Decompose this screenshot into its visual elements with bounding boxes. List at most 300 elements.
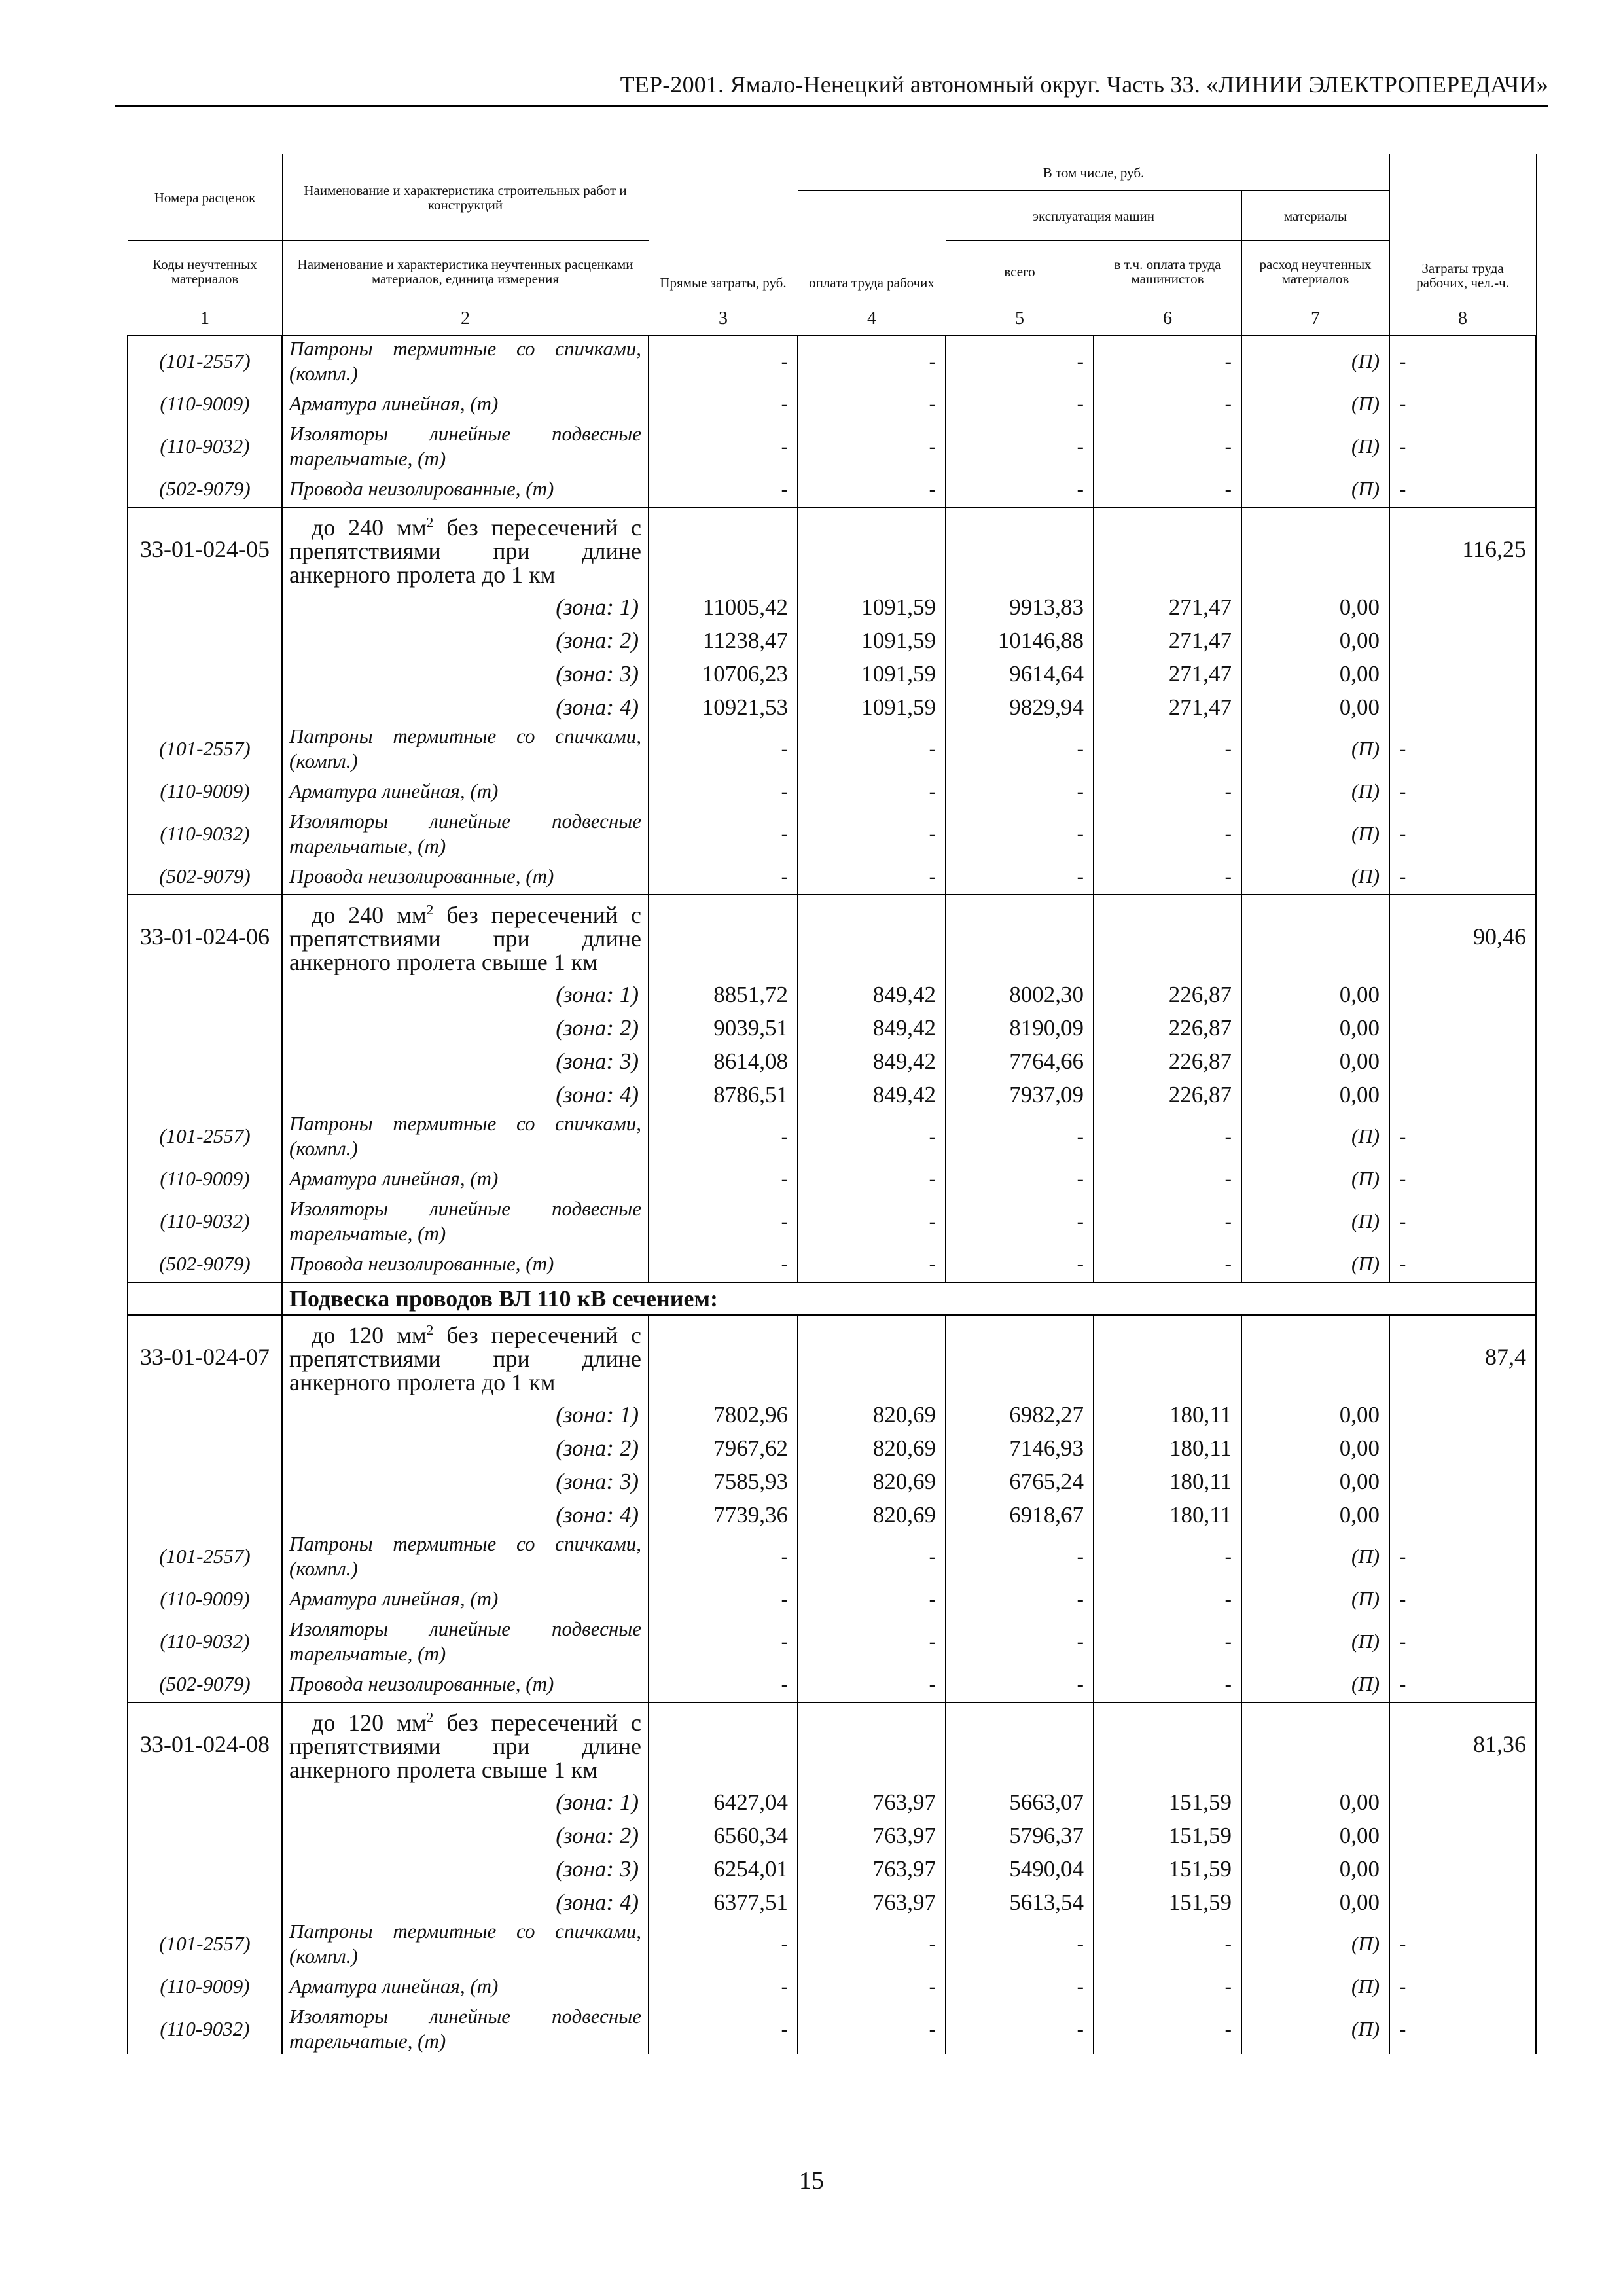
material-name: Изоляторы линейные подвесные тарельчатые, (т) [282, 1617, 649, 1666]
machines-total: 9913,83 [946, 590, 1094, 624]
direct-costs: 6254,01 [649, 1852, 798, 1886]
zone-number: 4 [619, 694, 632, 720]
zone-suffix: ) [631, 1889, 639, 1915]
material-name: Провода неизолированные, (т) [282, 859, 649, 895]
empty-value: - [1094, 1919, 1241, 1969]
labor-empty: - [1389, 1617, 1536, 1666]
direct-costs: 7967,62 [649, 1431, 798, 1465]
empty-cell [798, 507, 946, 590]
labor-pay: 1091,59 [798, 624, 946, 657]
zone-suffix: ) [631, 694, 639, 720]
machinists-pay: 180,11 [1094, 1431, 1241, 1465]
material-row [128, 859, 1536, 895]
empty-value: - [798, 859, 946, 895]
labor-empty: - [1389, 386, 1536, 422]
material-row [128, 1161, 1536, 1196]
empty-value: - [798, 809, 946, 859]
hdr-including: В том числе, руб. [798, 154, 1389, 191]
zone-row [128, 624, 1536, 657]
empty-cell [1241, 1702, 1389, 1785]
empty-cell [798, 1702, 946, 1785]
rate-name-prefix: до 240 мм [312, 902, 427, 928]
zone-label [282, 1045, 649, 1078]
labor-pay: 820,69 [798, 1498, 946, 1532]
material-row [128, 1111, 1536, 1161]
material-row [128, 1581, 1536, 1617]
zone-row [128, 691, 1536, 724]
zone-prefix: (зона: [556, 1014, 620, 1041]
empty-value: - [946, 809, 1094, 859]
labor-empty: - [1389, 859, 1536, 895]
rate-code: 33-01-024-06 [128, 895, 282, 978]
section-title: Подвеска проводов ВЛ 110 кВ сечением: [282, 1282, 1536, 1315]
rate-row [128, 895, 1536, 978]
section-row [128, 1282, 1536, 1315]
hdr-machines: эксплуатация машин [946, 191, 1241, 241]
empty-cell [1389, 1465, 1536, 1498]
machines-total: 6918,67 [946, 1498, 1094, 1532]
labor-pay: 849,42 [798, 978, 946, 1011]
material-code: (110-9009) [128, 1581, 282, 1617]
empty-value: - [1094, 809, 1241, 859]
rate-labor-costs: 81,36 [1389, 1702, 1536, 1785]
labor-pay: 763,97 [798, 1852, 946, 1886]
zone-prefix: (зона: [556, 660, 620, 687]
material-name: Изоляторы линейные подвесные тарельчатые, (т) [282, 422, 649, 471]
material-consumption: (П) [1241, 1969, 1389, 2004]
labor-pay: 820,69 [798, 1465, 946, 1498]
zone-number: 1 [619, 1789, 632, 1815]
hdr-direct-costs: Прямые затраты, руб. [649, 154, 798, 302]
machinists-pay: 271,47 [1094, 657, 1241, 691]
zone-label [282, 1011, 649, 1045]
direct-costs: 11238,47 [649, 624, 798, 657]
materials-cost: 0,00 [1241, 691, 1389, 724]
empty-value: - [798, 1666, 946, 1702]
table-header [128, 154, 1536, 336]
empty-cell [128, 978, 282, 1011]
material-consumption: (П) [1241, 336, 1389, 386]
empty-value: - [798, 1161, 946, 1196]
material-row [128, 2004, 1536, 2054]
material-name: Изоляторы линейные подвесные тарельчатые, (т) [282, 809, 649, 859]
empty-value: - [798, 422, 946, 471]
material-row [128, 1666, 1536, 1702]
zone-row [128, 1431, 1536, 1465]
empty-value: - [798, 2004, 946, 2054]
empty-cell [946, 895, 1094, 978]
direct-costs: 7739,36 [649, 1498, 798, 1532]
empty-cell [1241, 895, 1389, 978]
square-superscript: 2 [426, 1710, 434, 1725]
machinists-pay: 180,11 [1094, 1398, 1241, 1431]
page-number: 15 [799, 2167, 824, 2195]
zone-prefix: (зона: [556, 1856, 620, 1882]
col-number: 8 [1389, 302, 1536, 336]
machines-total: 5490,04 [946, 1852, 1094, 1886]
direct-costs: 10921,53 [649, 691, 798, 724]
empty-value: - [798, 1919, 946, 1969]
empty-value: - [649, 1196, 798, 1246]
empty-value: - [946, 1196, 1094, 1246]
zone-label [282, 1852, 649, 1886]
machines-total: 7764,66 [946, 1045, 1094, 1078]
material-consumption: (П) [1241, 386, 1389, 422]
empty-cell [1389, 1886, 1536, 1919]
material-name: Арматура линейная, (т) [282, 774, 649, 809]
material-code: (101-2557) [128, 336, 282, 386]
empty-cell [1094, 507, 1241, 590]
empty-value: - [649, 386, 798, 422]
rate-row [128, 1702, 1536, 1785]
zone-label [282, 590, 649, 624]
labor-empty: - [1389, 1196, 1536, 1246]
labor-empty: - [1389, 724, 1536, 774]
running-title: ТЕР-2001. Ямало-Ненецкий автономный округ. Часть 33. «ЛИНИИ ЭЛЕКТРОПЕРЕДАЧИ» [620, 71, 1548, 98]
empty-value: - [798, 724, 946, 774]
empty-cell [649, 895, 798, 978]
material-consumption: (П) [1241, 1581, 1389, 1617]
empty-value: - [946, 1666, 1094, 1702]
labor-empty: - [1389, 1969, 1536, 2004]
empty-value: - [1094, 1246, 1241, 1282]
empty-cell [1389, 1852, 1536, 1886]
col-number: 5 [946, 302, 1094, 336]
material-code: (110-9009) [128, 1161, 282, 1196]
machinists-pay: 151,59 [1094, 1886, 1241, 1919]
rate-name-prefix: до 120 мм [312, 1322, 427, 1348]
direct-costs: 10706,23 [649, 657, 798, 691]
labor-empty: - [1389, 471, 1536, 507]
empty-value: - [1094, 724, 1241, 774]
materials-cost: 0,00 [1241, 1431, 1389, 1465]
material-code: (110-9032) [128, 422, 282, 471]
zone-prefix: (зона: [556, 1435, 620, 1461]
empty-value: - [1094, 1969, 1241, 2004]
material-consumption: (П) [1241, 471, 1389, 507]
hdr-labor-costs: Затраты труда рабочих, чел.-ч. [1389, 154, 1536, 302]
zone-prefix: (зона: [556, 594, 620, 620]
zone-label [282, 1078, 649, 1111]
empty-value: - [946, 471, 1094, 507]
machines-total: 7937,09 [946, 1078, 1094, 1111]
material-row [128, 1196, 1536, 1246]
direct-costs: 8851,72 [649, 978, 798, 1011]
zone-number: 2 [619, 1014, 632, 1041]
empty-cell [128, 1045, 282, 1078]
empty-value: - [798, 1581, 946, 1617]
zone-suffix: ) [631, 627, 639, 653]
rate-name-rest: без пересечений с препятствиями при длине анкерного пролета до 1 км [289, 1322, 641, 1395]
material-consumption: (П) [1241, 2004, 1389, 2054]
empty-cell [649, 507, 798, 590]
labor-pay: 763,97 [798, 1886, 946, 1919]
empty-value: - [1094, 774, 1241, 809]
empty-cell [128, 1078, 282, 1111]
zone-number: 1 [619, 1401, 632, 1427]
material-code: (110-9009) [128, 1969, 282, 2004]
empty-cell [1389, 978, 1536, 1011]
zone-label [282, 1886, 649, 1919]
empty-cell [128, 1398, 282, 1431]
labor-pay: 820,69 [798, 1398, 946, 1431]
empty-value: - [798, 1246, 946, 1282]
empty-cell [946, 1702, 1094, 1785]
labor-empty: - [1389, 1581, 1536, 1617]
empty-value: - [798, 1196, 946, 1246]
materials-cost: 0,00 [1241, 1785, 1389, 1819]
machinists-pay: 226,87 [1094, 1045, 1241, 1078]
zone-suffix: ) [631, 1435, 639, 1461]
machines-total: 9614,64 [946, 657, 1094, 691]
zone-number: 3 [619, 1468, 632, 1494]
zone-label [282, 691, 649, 724]
zone-prefix: (зона: [556, 1081, 620, 1107]
hdr-labor-pay: оплата труда рабочих [798, 191, 946, 302]
material-name: Патроны термитные со спичками, (компл.) [282, 1919, 649, 1969]
zone-row [128, 978, 1536, 1011]
labor-pay: 1091,59 [798, 590, 946, 624]
empty-value: - [946, 859, 1094, 895]
empty-value: - [946, 1617, 1094, 1666]
hdr-codes: Коды неучтенных материалов [128, 241, 282, 302]
empty-value: - [649, 471, 798, 507]
empty-value: - [1094, 859, 1241, 895]
material-name: Патроны термитные со спичками, (компл.) [282, 336, 649, 386]
zone-number: 3 [619, 660, 632, 687]
rates-table [127, 154, 1537, 2054]
zone-suffix: ) [631, 1856, 639, 1882]
empty-cell [1389, 1819, 1536, 1852]
machines-total: 5796,37 [946, 1819, 1094, 1852]
empty-value: - [649, 1617, 798, 1666]
machines-total: 5663,07 [946, 1785, 1094, 1819]
empty-cell [128, 1431, 282, 1465]
empty-cell [128, 1785, 282, 1819]
machinists-pay: 226,87 [1094, 1078, 1241, 1111]
materials-cost: 0,00 [1241, 657, 1389, 691]
rate-row [128, 1315, 1536, 1398]
empty-value: - [649, 1666, 798, 1702]
empty-cell [1241, 1315, 1389, 1398]
zone-suffix: ) [631, 1401, 639, 1427]
empty-cell [128, 691, 282, 724]
zone-label [282, 1465, 649, 1498]
empty-cell [128, 624, 282, 657]
direct-costs: 11005,42 [649, 590, 798, 624]
machinists-pay: 151,59 [1094, 1819, 1241, 1852]
zone-prefix: (зона: [556, 1048, 620, 1074]
material-row [128, 471, 1536, 507]
material-name: Изоляторы линейные подвесные тарельчатые, (т) [282, 2004, 649, 2054]
empty-value: - [1094, 336, 1241, 386]
empty-cell [1389, 590, 1536, 624]
empty-value: - [649, 774, 798, 809]
zone-prefix: (зона: [556, 1468, 620, 1494]
material-row [128, 1617, 1536, 1666]
machinists-pay: 180,11 [1094, 1498, 1241, 1532]
hdr-machines-total: всего [946, 241, 1094, 302]
zone-suffix: ) [631, 660, 639, 687]
col-number: 1 [128, 302, 282, 336]
zone-prefix: (зона: [556, 1822, 620, 1848]
zone-prefix: (зона: [556, 1889, 620, 1915]
material-code: (502-9079) [128, 471, 282, 507]
zone-row [128, 1398, 1536, 1431]
machinists-pay: 180,11 [1094, 1465, 1241, 1498]
empty-cell [1389, 1431, 1536, 1465]
material-code: (101-2557) [128, 1532, 282, 1581]
hdr-rate-numbers: Номера расценок [128, 154, 282, 241]
labor-empty: - [1389, 2004, 1536, 2054]
materials-cost: 0,00 [1241, 590, 1389, 624]
col-number: 3 [649, 302, 798, 336]
material-row [128, 386, 1536, 422]
empty-cell [128, 657, 282, 691]
empty-value: - [798, 336, 946, 386]
machines-total: 6765,24 [946, 1465, 1094, 1498]
rate-labor-costs: 90,46 [1389, 895, 1536, 978]
material-consumption: (П) [1241, 1111, 1389, 1161]
material-code: (101-2557) [128, 1111, 282, 1161]
material-row [128, 422, 1536, 471]
materials-cost: 0,00 [1241, 1011, 1389, 1045]
material-row [128, 1969, 1536, 2004]
labor-pay: 849,42 [798, 1078, 946, 1111]
zone-prefix: (зона: [556, 1401, 620, 1427]
rate-work-name [282, 895, 649, 978]
material-name: Арматура линейная, (т) [282, 1161, 649, 1196]
zone-suffix: ) [631, 1822, 639, 1848]
material-consumption: (П) [1241, 859, 1389, 895]
square-superscript: 2 [426, 1322, 434, 1338]
col-number: 4 [798, 302, 946, 336]
material-code: (110-9032) [128, 1617, 282, 1666]
empty-value: - [798, 1617, 946, 1666]
rate-labor-costs: 116,25 [1389, 507, 1536, 590]
direct-costs: 6560,34 [649, 1819, 798, 1852]
empty-value: - [649, 1532, 798, 1581]
empty-value: - [946, 724, 1094, 774]
empty-value: - [649, 1919, 798, 1969]
direct-costs: 8614,08 [649, 1045, 798, 1078]
material-name: Провода неизолированные, (т) [282, 471, 649, 507]
rate-work-name [282, 1315, 649, 1398]
labor-pay: 849,42 [798, 1011, 946, 1045]
labor-empty: - [1389, 809, 1536, 859]
zone-suffix: ) [631, 1014, 639, 1041]
material-name: Патроны термитные со спичками, (компл.) [282, 1532, 649, 1581]
empty-value: - [1094, 1196, 1241, 1246]
labor-pay: 763,97 [798, 1819, 946, 1852]
materials-cost: 0,00 [1241, 978, 1389, 1011]
material-consumption: (П) [1241, 774, 1389, 809]
zone-number: 2 [619, 627, 632, 653]
empty-cell [1389, 1011, 1536, 1045]
zone-prefix: (зона: [556, 627, 620, 653]
empty-value: - [649, 724, 798, 774]
col-number: 6 [1094, 302, 1241, 336]
material-code: (502-9079) [128, 1666, 282, 1702]
empty-value: - [649, 336, 798, 386]
empty-value: - [1094, 1581, 1241, 1617]
zone-row [128, 590, 1536, 624]
labor-empty: - [1389, 774, 1536, 809]
labor-pay: 1091,59 [798, 657, 946, 691]
zone-label [282, 1431, 649, 1465]
material-consumption: (П) [1241, 1919, 1389, 1969]
table-body [128, 336, 1536, 2054]
rate-code: 33-01-024-05 [128, 507, 282, 590]
labor-pay: 820,69 [798, 1431, 946, 1465]
direct-costs: 8786,51 [649, 1078, 798, 1111]
hdr-work-name: Наименование и характеристика строительных работ и конструкций [282, 154, 649, 241]
empty-value: - [946, 1919, 1094, 1969]
zone-row [128, 1465, 1536, 1498]
material-name: Провода неизолированные, (т) [282, 1666, 649, 1702]
material-name: Изоляторы линейные подвесные тарельчатые, (т) [282, 1196, 649, 1246]
rate-code: 33-01-024-07 [128, 1315, 282, 1398]
zone-suffix: ) [631, 1501, 639, 1528]
material-name: Провода неизолированные, (т) [282, 1246, 649, 1282]
material-row [128, 1532, 1536, 1581]
square-superscript: 2 [426, 514, 434, 530]
material-row [128, 724, 1536, 774]
labor-empty: - [1389, 1919, 1536, 1969]
machinists-pay: 271,47 [1094, 624, 1241, 657]
machines-total: 6982,27 [946, 1398, 1094, 1431]
material-code: (110-9032) [128, 2004, 282, 2054]
empty-value: - [946, 422, 1094, 471]
empty-value: - [649, 1111, 798, 1161]
zone-prefix: (зона: [556, 1789, 620, 1815]
empty-value: - [946, 1161, 1094, 1196]
zone-row [128, 1819, 1536, 1852]
empty-value: - [946, 2004, 1094, 2054]
square-superscript: 2 [426, 902, 434, 918]
labor-pay: 763,97 [798, 1785, 946, 1819]
zone-number: 4 [619, 1889, 632, 1915]
rate-name-rest: без пересечений с препятствиями при длине анкерного пролета свыше 1 км [289, 902, 641, 975]
empty-value: - [798, 471, 946, 507]
empty-value: - [798, 1969, 946, 2004]
material-code: (101-2557) [128, 724, 282, 774]
zone-row [128, 1498, 1536, 1532]
empty-cell [798, 895, 946, 978]
zone-label [282, 1498, 649, 1532]
empty-value: - [798, 386, 946, 422]
materials-cost: 0,00 [1241, 1078, 1389, 1111]
zone-label [282, 1398, 649, 1431]
machines-total: 10146,88 [946, 624, 1094, 657]
empty-value: - [649, 809, 798, 859]
rate-code: 33-01-024-08 [128, 1702, 282, 1785]
empty-value: - [649, 1161, 798, 1196]
hdr-materials-name: Наименование и характеристика неучтенных расценками материалов, единица измерения [282, 241, 649, 302]
material-code: (110-9009) [128, 386, 282, 422]
materials-cost: 0,00 [1241, 1852, 1389, 1886]
materials-cost: 0,00 [1241, 1398, 1389, 1431]
empty-value: - [798, 1111, 946, 1161]
zone-suffix: ) [631, 1048, 639, 1074]
zone-prefix: (зона: [556, 694, 620, 720]
machines-total: 9829,94 [946, 691, 1094, 724]
rate-work-name [282, 507, 649, 590]
empty-cell [1094, 895, 1241, 978]
machines-total: 8190,09 [946, 1011, 1094, 1045]
empty-value: - [649, 1246, 798, 1282]
empty-value: - [649, 2004, 798, 2054]
